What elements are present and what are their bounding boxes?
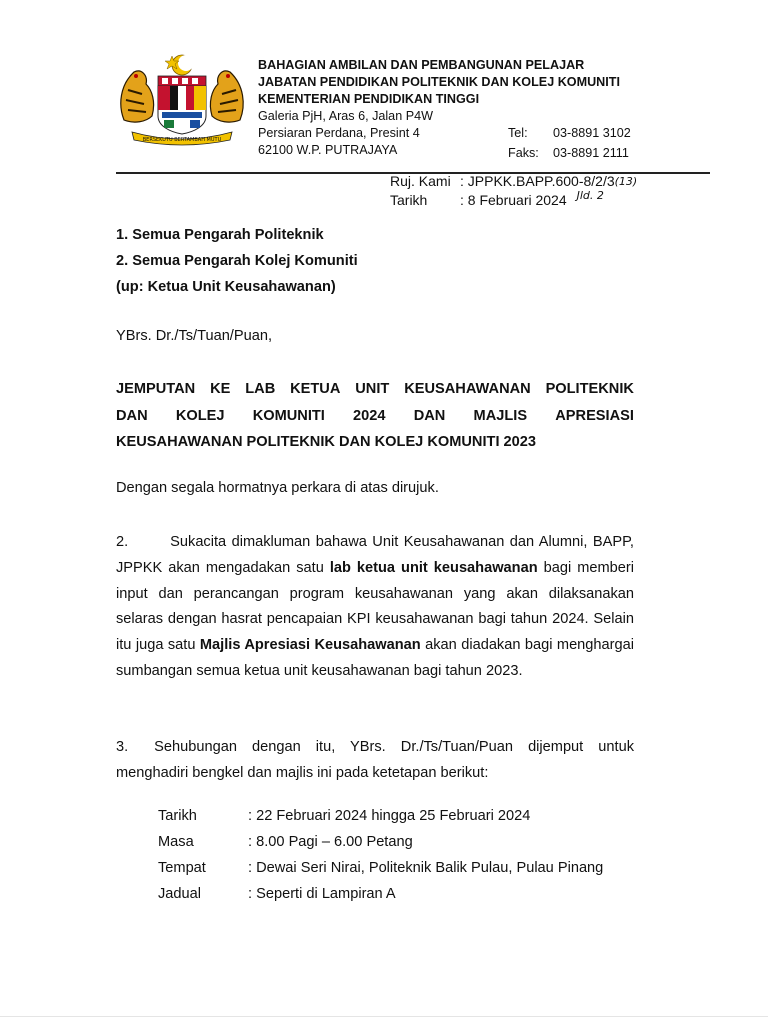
salutation: YBrs. Dr./Ts/Tuan/Puan,	[116, 328, 272, 344]
detail-label: Jadual	[158, 886, 202, 902]
tel-label: Tel:	[508, 126, 528, 140]
subject-word: 2024	[353, 407, 386, 424]
page-edge-divider	[0, 1016, 768, 1017]
paragraph-3	[116, 735, 634, 787]
subject-word: UNIT	[355, 381, 390, 397]
dept-line-1: BAHAGIAN AMBILAN DAN PEMBANGUNAN PELAJAR	[258, 58, 585, 72]
paragraph-bold-text: Majlis Apresiasi Keusahawanan	[199, 637, 421, 654]
subject-line-3	[116, 429, 634, 456]
contact-block	[508, 123, 631, 163]
detail-row	[158, 829, 603, 855]
address-line-3: 62100 W.P. PUTRAJAYA	[258, 143, 398, 157]
tarikh-label: Tarikh	[390, 192, 428, 208]
detail-row	[158, 803, 603, 829]
subject-word: JEMPUTAN	[116, 381, 196, 397]
paragraph-text: Sukacita dimakluman bahawa Unit Keusahawanan dan Alumni, BAPP, JPPKK akan mengadakan satu	[116, 534, 634, 576]
detail-label: Tempat	[158, 860, 206, 876]
detail-row	[158, 855, 603, 881]
subject-word: KEUSAHAWANAN	[404, 381, 531, 397]
address-line-2: Persiaran Perdana, Presint 4	[258, 126, 420, 140]
svg-text:BERSEKUTU BERTAMBAH MUTU: BERSEKUTU BERTAMBAH MUTU	[142, 137, 222, 143]
detail-row	[158, 881, 603, 907]
paragraph-2	[116, 530, 634, 685]
event-details	[158, 803, 603, 907]
subject-word: KOMUNITI	[252, 407, 325, 424]
subject-word: KE	[210, 381, 231, 397]
fax-value: 03-8891 2111	[553, 146, 629, 160]
coat-of-arms-icon	[112, 50, 252, 146]
subject-word: DAN	[116, 407, 148, 424]
detail-value: : 8.00 Pagi – 6.00 Petang	[248, 834, 413, 850]
paragraph-bold-text: lab ketua unit keusahawanan	[329, 559, 538, 576]
paragraph-text: Sehubungan dengan itu, YBrs. Dr./Ts/Tuan/Puan dijemput untuk menghadiri bengkel dan majlis ini pada ketetapan berikut:	[116, 739, 634, 781]
subject-title	[116, 376, 634, 456]
subject-word: DAN	[413, 407, 446, 424]
tarikh-value: : 8 Februari 2024	[460, 192, 567, 208]
tarikh-handwritten: Jld. 2	[576, 189, 604, 202]
paragraph-number: 3.	[116, 739, 129, 755]
reference-block	[390, 172, 637, 210]
address-line-1: Galeria PjH, Aras 6, Jalan P4W	[258, 109, 433, 123]
detail-label: Tarikh	[158, 808, 197, 824]
recipient-attention: (up: Ketua Unit Keusahawanan)	[116, 279, 336, 295]
fax-label: Faks:	[508, 146, 539, 160]
subject-word: KOLEJ	[175, 407, 225, 424]
dept-line-3: KEMENTERIAN PENDIDIKAN TINGGI	[258, 92, 480, 106]
subject-word: MAJLIS	[473, 407, 528, 424]
subject-word: KEUSAHAWANAN POLITEKNIK DAN KOLEJ KOMUNITI 2023	[116, 434, 537, 450]
detail-value: : 22 Februari 2024 hingga 25 Februari 2024	[248, 808, 531, 824]
paragraph-text: akan diadakan bagi menghargai sumbangan semua ketua unit keusahawanan bagi tahun 2023.	[116, 637, 634, 679]
dept-line-2: JABATAN PENDIDIKAN POLITEKNIK DAN KOLEJ KOMUNITI	[258, 75, 620, 89]
recipient-list	[116, 222, 358, 300]
paragraph-number: 2.	[116, 534, 129, 550]
detail-value: : Seperti di Lampiran A	[248, 886, 396, 902]
detail-label: Masa	[158, 834, 194, 850]
recipient-1: 1. Semua Pengarah Politeknik	[116, 227, 324, 243]
subject-word: KETUA	[290, 381, 341, 397]
subject-word: LAB	[245, 381, 276, 397]
subject-word: POLITEKNIK	[545, 381, 634, 397]
subject-line-2	[116, 403, 634, 430]
recipient-2: 2. Semua Pengarah Kolej Komuniti	[116, 253, 358, 269]
paragraph-text: bagi memberi input dan perancangan program keusahawanan yang akan dilaksanakan selaras dengan hasrat pencapaian KPI keusahawanan bagi tahun 2024. Selain itu juga satu	[116, 559, 634, 654]
subject-word: APRESIASI	[555, 407, 634, 424]
ruj-handwritten: (13)	[614, 175, 638, 188]
ruj-label: Ruj. Kami	[390, 173, 451, 189]
tel-value: 03-8891 3102	[553, 126, 631, 140]
ruj-value: : JPPKK.BAPP.600-8/2/3	[460, 173, 615, 189]
detail-value: : Dewai Seri Nirai, Politeknik Balik Pulau, Pulau Pinang	[248, 860, 604, 876]
subject-line-1	[116, 376, 634, 403]
intro-paragraph: Dengan segala hormatnya perkara di atas dirujuk.	[116, 480, 439, 496]
